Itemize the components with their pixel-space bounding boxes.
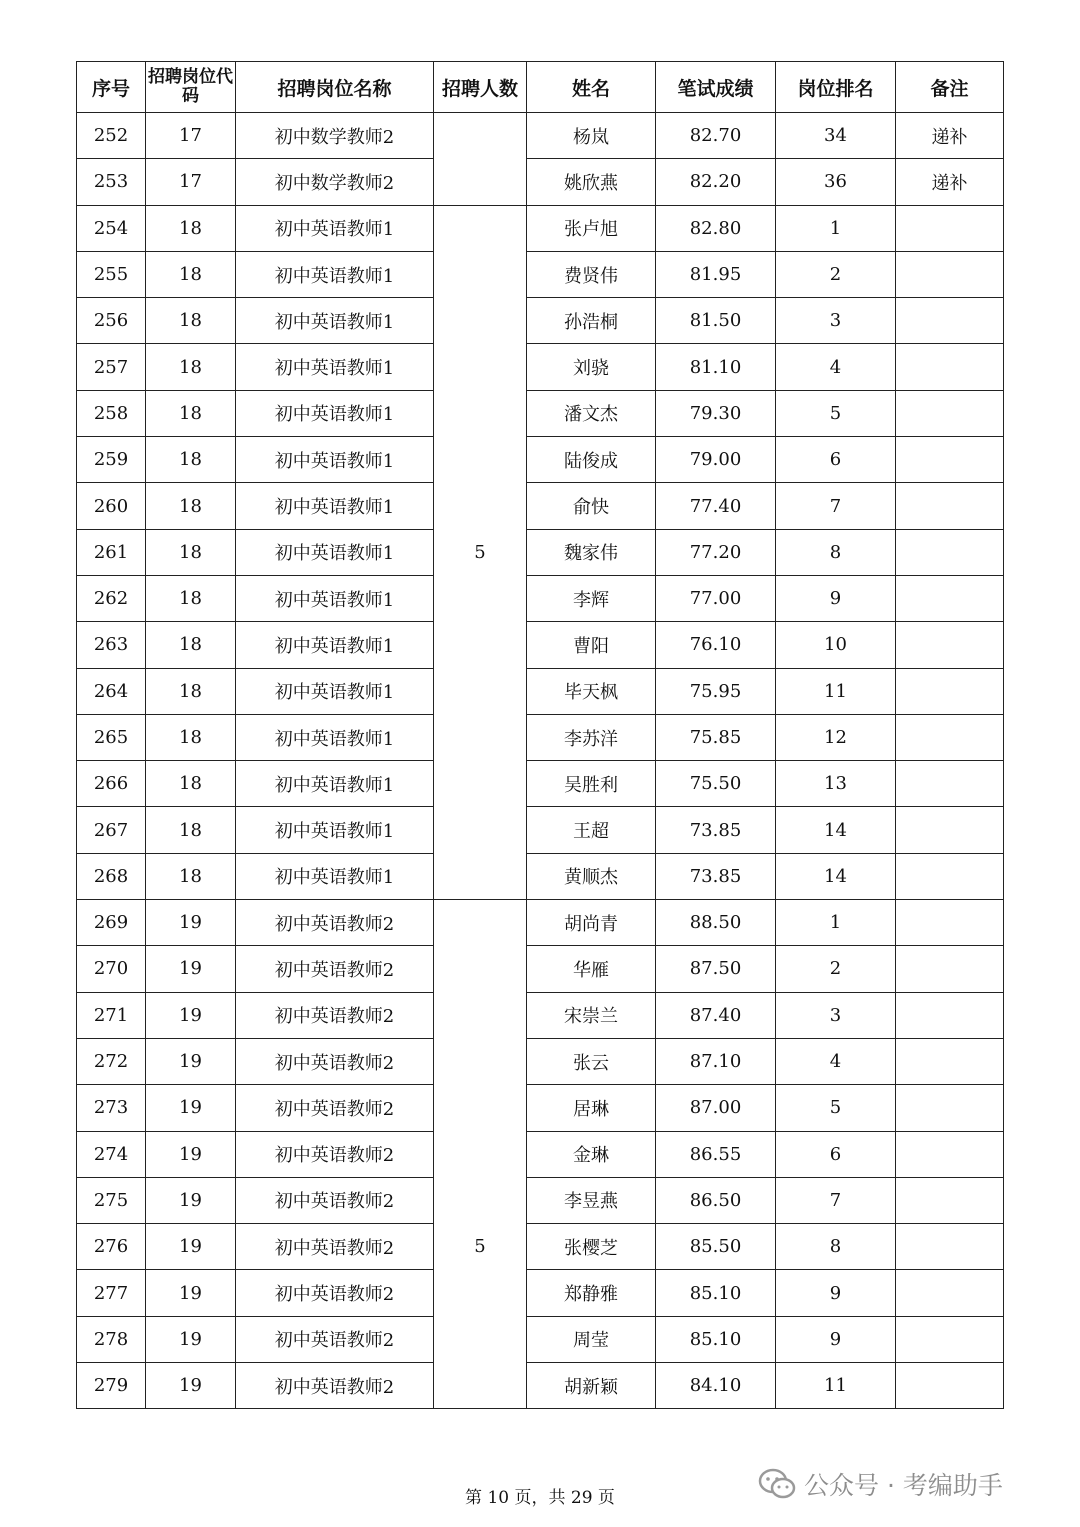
cell-post: 初中英语教师2 [236,1224,434,1270]
cell-no: 279 [77,1363,146,1409]
cell-no: 265 [77,714,146,760]
cell-no: 272 [77,1038,146,1084]
cell-no: 276 [77,1224,146,1270]
cell-rank: 7 [776,1177,896,1223]
cell-score: 81.95 [656,251,776,297]
cell-post: 初中英语教师2 [236,1316,434,1362]
watermark [758,1464,1003,1504]
cell-name: 李苏洋 [527,714,656,760]
cell-hire [434,1177,527,1223]
cell-hire [434,298,527,344]
cell-note [896,483,1004,529]
cell-score: 81.10 [656,344,776,390]
cell-rank: 5 [776,390,896,436]
cell-code: 18 [146,390,236,436]
cell-rank: 12 [776,714,896,760]
cell-note [896,714,1004,760]
cell-rank: 2 [776,946,896,992]
cell-score: 73.85 [656,853,776,899]
cell-no: 269 [77,900,146,946]
cell-no: 270 [77,946,146,992]
cell-code: 19 [146,900,236,946]
cell-hire [434,1131,527,1177]
cell-name: 胡新颖 [527,1363,656,1409]
cell-score: 84.10 [656,1363,776,1409]
cell-name: 张云 [527,1038,656,1084]
cell-hire [434,437,527,483]
cell-score: 85.10 [656,1270,776,1316]
cell-note: 递补 [896,159,1004,205]
cell-hire: 5 [434,1224,527,1270]
cell-score: 73.85 [656,807,776,853]
cell-post: 初中英语教师2 [236,1177,434,1223]
cell-name: 魏家伟 [527,529,656,575]
cell-name: 胡尚青 [527,900,656,946]
cell-score: 87.50 [656,946,776,992]
cell-hire [434,575,527,621]
cell-name: 姚欣燕 [527,159,656,205]
header-cell-no: 序号 [77,62,146,113]
cell-post: 初中英语教师1 [236,668,434,714]
cell-score: 75.95 [656,668,776,714]
table-row [77,668,1004,714]
cell-rank: 14 [776,807,896,853]
cell-no: 254 [77,205,146,251]
cell-note [896,1038,1004,1084]
cell-rank: 4 [776,1038,896,1084]
cell-rank: 6 [776,437,896,483]
cell-name: 潘文杰 [527,390,656,436]
cell-rank: 4 [776,344,896,390]
page-number: 第 10 页，共 29 页 [465,1488,615,1508]
table-row [77,390,1004,436]
cell-hire [434,1085,527,1131]
cell-code: 19 [146,1316,236,1362]
cell-hire: 5 [434,529,527,575]
cell-name: 孙浩桐 [527,298,656,344]
cell-note [896,1177,1004,1223]
cell-score: 87.10 [656,1038,776,1084]
table-row [77,1177,1004,1223]
cell-name: 曹阳 [527,622,656,668]
cell-no: 253 [77,159,146,205]
cell-score: 86.55 [656,1131,776,1177]
cell-note [896,575,1004,621]
cell-score: 82.70 [656,113,776,159]
cell-name: 周莹 [527,1316,656,1362]
cell-post: 初中英语教师1 [236,298,434,344]
cell-note [896,437,1004,483]
cell-score: 85.10 [656,1316,776,1362]
cell-no: 271 [77,992,146,1038]
table-row [77,900,1004,946]
cell-no: 261 [77,529,146,575]
header-cell-name: 姓名 [527,62,656,113]
table-row [77,251,1004,297]
cell-score: 88.50 [656,900,776,946]
cell-rank: 8 [776,529,896,575]
table-row [77,1270,1004,1316]
header-cell-rank: 岗位排名 [776,62,896,113]
cell-post: 初中英语教师1 [236,807,434,853]
cell-code: 18 [146,483,236,529]
cell-code: 18 [146,807,236,853]
table-row [77,1224,1004,1270]
table-row [77,1038,1004,1084]
header-cell-post: 招聘岗位名称 [236,62,434,113]
cell-post: 初中英语教师2 [236,900,434,946]
cell-no: 264 [77,668,146,714]
cell-hire [434,668,527,714]
cell-rank: 9 [776,1316,896,1362]
table-row [77,483,1004,529]
table-row [77,575,1004,621]
cell-no: 260 [77,483,146,529]
cell-note [896,761,1004,807]
cell-score: 87.00 [656,1085,776,1131]
header-cell-score: 笔试成绩 [656,62,776,113]
cell-rank: 9 [776,575,896,621]
cell-no: 275 [77,1177,146,1223]
cell-note [896,946,1004,992]
cell-code: 18 [146,761,236,807]
table-row [77,946,1004,992]
header-cell-code: 招聘岗位代码 [146,62,236,113]
cell-hire [434,622,527,668]
table-row [77,807,1004,853]
cell-hire [434,344,527,390]
watermark-text: 公众号 · 考编助手 [804,1471,1003,1500]
cell-score: 86.50 [656,1177,776,1223]
cell-score: 75.50 [656,761,776,807]
cell-note [896,1316,1004,1362]
cell-no: 257 [77,344,146,390]
cell-no: 256 [77,298,146,344]
cell-hire [434,1363,527,1409]
cell-note [896,1224,1004,1270]
cell-name: 李辉 [527,575,656,621]
cell-no: 278 [77,1316,146,1362]
cell-hire [434,714,527,760]
cell-rank: 1 [776,900,896,946]
cell-post: 初中英语教师2 [236,1270,434,1316]
cell-name: 吴胜利 [527,761,656,807]
cell-code: 19 [146,1270,236,1316]
cell-no: 267 [77,807,146,853]
table-row [77,113,1004,159]
cell-score: 81.50 [656,298,776,344]
cell-code: 17 [146,159,236,205]
table-row [77,298,1004,344]
cell-score: 79.30 [656,390,776,436]
cell-post: 初中英语教师2 [236,1363,434,1409]
cell-note [896,807,1004,853]
cell-note [896,344,1004,390]
cell-hire [434,1038,527,1084]
table-row [77,159,1004,205]
cell-post: 初中英语教师2 [236,946,434,992]
header-row [77,62,1004,113]
cell-hire [434,251,527,297]
cell-no: 268 [77,853,146,899]
cell-hire [434,113,527,159]
cell-score: 76.10 [656,622,776,668]
cell-note [896,1131,1004,1177]
cell-code: 18 [146,575,236,621]
cell-name: 王超 [527,807,656,853]
cell-score: 82.20 [656,159,776,205]
cell-name: 俞快 [527,483,656,529]
cell-rank: 13 [776,761,896,807]
cell-no: 273 [77,1085,146,1131]
cell-hire [434,483,527,529]
cell-name: 张卢旭 [527,205,656,251]
cell-code: 19 [146,992,236,1038]
header-cell-hire: 招聘人数 [434,62,527,113]
cell-post: 初中英语教师1 [236,251,434,297]
cell-note [896,1363,1004,1409]
cell-rank: 34 [776,113,896,159]
cell-name: 张樱芝 [527,1224,656,1270]
table-row [77,622,1004,668]
cell-post: 初中英语教师1 [236,390,434,436]
table-row [77,992,1004,1038]
cell-note [896,390,1004,436]
cell-rank: 5 [776,1085,896,1131]
cell-code: 19 [146,1085,236,1131]
cell-rank: 10 [776,622,896,668]
cell-no: 274 [77,1131,146,1177]
cell-score: 87.40 [656,992,776,1038]
cell-no: 277 [77,1270,146,1316]
table-row [77,529,1004,575]
cell-name: 李昱燕 [527,1177,656,1223]
cell-code: 19 [146,1038,236,1084]
cell-post: 初中英语教师1 [236,853,434,899]
cell-name: 杨岚 [527,113,656,159]
cell-score: 77.20 [656,529,776,575]
cell-post: 初中英语教师1 [236,205,434,251]
cell-rank: 2 [776,251,896,297]
cell-note [896,251,1004,297]
cell-hire [434,1316,527,1362]
cell-score: 77.40 [656,483,776,529]
wechat-icon [758,1468,796,1500]
cell-code: 18 [146,668,236,714]
cell-rank: 11 [776,1363,896,1409]
cell-no: 255 [77,251,146,297]
cell-rank: 1 [776,205,896,251]
cell-no: 259 [77,437,146,483]
cell-hire [434,159,527,205]
cell-note [896,1270,1004,1316]
cell-post: 初中数学教师2 [236,113,434,159]
cell-no: 252 [77,113,146,159]
cell-code: 18 [146,529,236,575]
cell-name: 费贤伟 [527,251,656,297]
cell-post: 初中英语教师1 [236,344,434,390]
cell-no: 263 [77,622,146,668]
cell-hire [434,900,527,946]
score-table [76,61,1004,1409]
cell-code: 19 [146,1177,236,1223]
cell-code: 19 [146,1363,236,1409]
table-row [77,1363,1004,1409]
cell-post: 初中英语教师1 [236,483,434,529]
cell-note [896,900,1004,946]
cell-no: 258 [77,390,146,436]
cell-hire [434,992,527,1038]
cell-name: 黄顺杰 [527,853,656,899]
cell-name: 宋崇兰 [527,992,656,1038]
cell-no: 262 [77,575,146,621]
cell-hire [434,1270,527,1316]
cell-post: 初中英语教师2 [236,1131,434,1177]
table-row [77,1085,1004,1131]
cell-post: 初中英语教师1 [236,437,434,483]
cell-score: 85.50 [656,1224,776,1270]
cell-code: 19 [146,1131,236,1177]
table-row [77,1131,1004,1177]
cell-note [896,622,1004,668]
cell-score: 75.85 [656,714,776,760]
cell-score: 77.00 [656,575,776,621]
cell-post: 初中英语教师2 [236,992,434,1038]
cell-rank: 11 [776,668,896,714]
cell-code: 18 [146,251,236,297]
cell-rank: 14 [776,853,896,899]
cell-note: 递补 [896,113,1004,159]
cell-name: 郑静雅 [527,1270,656,1316]
cell-code: 19 [146,946,236,992]
cell-code: 18 [146,344,236,390]
cell-note [896,298,1004,344]
cell-rank: 3 [776,992,896,1038]
cell-note [896,1085,1004,1131]
cell-code: 17 [146,113,236,159]
cell-name: 居琳 [527,1085,656,1131]
table-row [77,205,1004,251]
table-row [77,1316,1004,1362]
cell-code: 18 [146,205,236,251]
cell-code: 18 [146,853,236,899]
cell-rank: 8 [776,1224,896,1270]
cell-rank: 3 [776,298,896,344]
cell-code: 19 [146,1224,236,1270]
cell-hire [434,761,527,807]
table-row [77,344,1004,390]
cell-post: 初中英语教师1 [236,714,434,760]
cell-post: 初中英语教师1 [236,529,434,575]
cell-hire [434,946,527,992]
cell-post: 初中英语教师1 [236,761,434,807]
cell-code: 18 [146,622,236,668]
cell-note [896,668,1004,714]
table-row [77,437,1004,483]
header-cell-note: 备注 [896,62,1004,113]
cell-hire [434,390,527,436]
cell-name: 金琳 [527,1131,656,1177]
cell-name: 陆俊成 [527,437,656,483]
table-row [77,761,1004,807]
cell-post: 初中英语教师1 [236,622,434,668]
table-row [77,853,1004,899]
cell-rank: 7 [776,483,896,529]
cell-score: 79.00 [656,437,776,483]
cell-name: 刘骁 [527,344,656,390]
cell-post: 初中英语教师2 [236,1038,434,1084]
cell-code: 18 [146,298,236,344]
cell-hire [434,807,527,853]
cell-hire [434,205,527,251]
cell-code: 18 [146,714,236,760]
cell-hire [434,853,527,899]
cell-score: 82.80 [656,205,776,251]
cell-code: 18 [146,437,236,483]
cell-note [896,529,1004,575]
cell-post: 初中英语教师1 [236,575,434,621]
cell-no: 266 [77,761,146,807]
cell-name: 毕天枫 [527,668,656,714]
table-row [77,714,1004,760]
cell-post: 初中英语教师2 [236,1085,434,1131]
cell-post: 初中数学教师2 [236,159,434,205]
cell-rank: 36 [776,159,896,205]
cell-note [896,992,1004,1038]
cell-note [896,853,1004,899]
cell-rank: 6 [776,1131,896,1177]
cell-rank: 9 [776,1270,896,1316]
cell-name: 华雁 [527,946,656,992]
table-body [77,113,1004,1409]
cell-note [896,205,1004,251]
